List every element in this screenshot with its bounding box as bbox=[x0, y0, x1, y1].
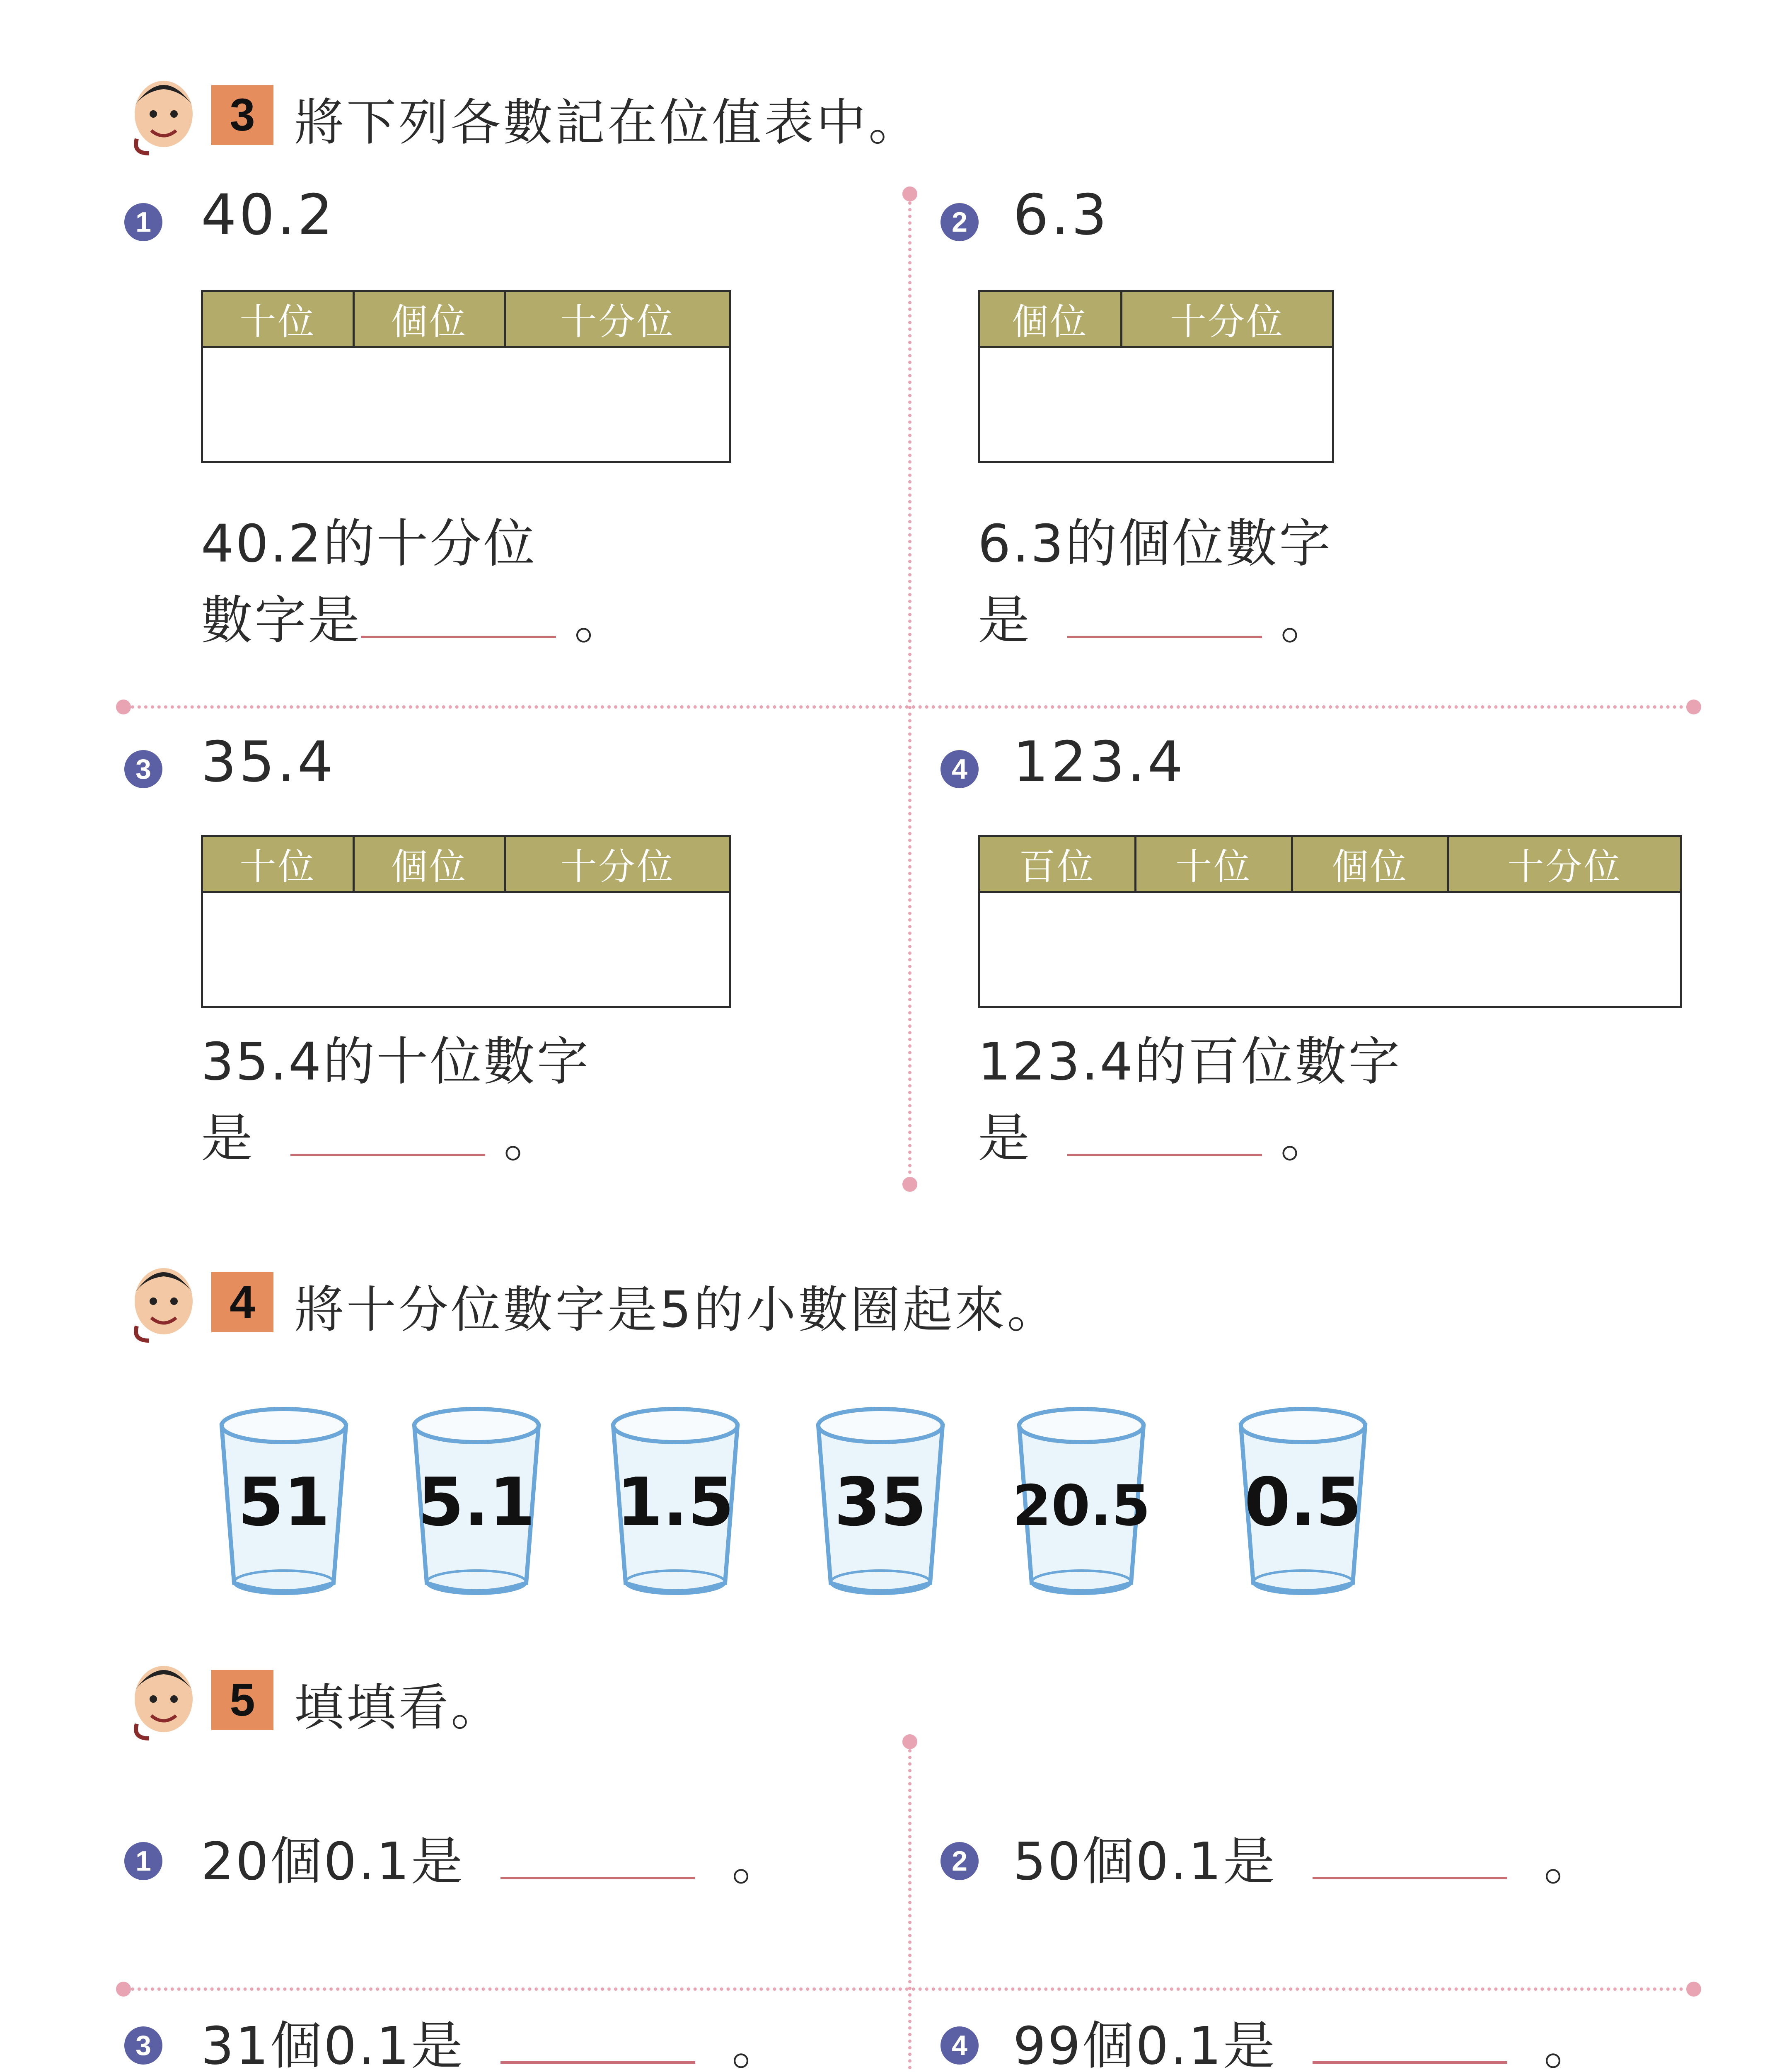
answer-blank[interactable] bbox=[1067, 603, 1262, 638]
question-text bbox=[201, 2008, 785, 2072]
vertical-divider bbox=[908, 195, 911, 1181]
period: 。 bbox=[1280, 1109, 1334, 1169]
place-value-table bbox=[201, 290, 731, 463]
cup-4[interactable] bbox=[1012, 1409, 1150, 1594]
table-header: 十位 bbox=[1135, 836, 1292, 892]
question-text bbox=[1013, 2008, 1597, 2072]
period: 。 bbox=[731, 1832, 785, 1892]
cup-label: 5.1 bbox=[418, 1463, 535, 1541]
table-header: 十分位 bbox=[505, 291, 730, 347]
problem-index-3-3: 3 bbox=[124, 750, 162, 788]
section-number-3: 3 bbox=[211, 85, 273, 145]
question-line-2: 數字是 bbox=[201, 591, 361, 651]
problem-number: 6.3 bbox=[1013, 182, 1110, 247]
question-line-1: 35.4的十位數字 bbox=[201, 1032, 590, 1092]
problem-index-3-4: 4 bbox=[940, 750, 979, 788]
problem-index-3-1: 1 bbox=[124, 203, 162, 241]
section-instruction-5: 填填看。 bbox=[294, 1679, 503, 1737]
table-header: 十位 bbox=[202, 836, 354, 892]
question-line: 50個0.1是 bbox=[1013, 1832, 1277, 1892]
cups-row bbox=[215, 1401, 1417, 1616]
question-line-2: 是 bbox=[978, 1109, 1031, 1169]
problem-number: 40.2 bbox=[201, 182, 336, 247]
question-line-1: 40.2的十分位 bbox=[201, 514, 537, 574]
question-line: 20個0.1是 bbox=[201, 1832, 464, 1892]
problem-number: 35.4 bbox=[201, 729, 336, 794]
question-line: 31個0.1是 bbox=[201, 2016, 464, 2072]
cup-label: 20.5 bbox=[1012, 1473, 1151, 1538]
question-text bbox=[1013, 1823, 1597, 1900]
period: 。 bbox=[574, 591, 628, 651]
answer-blank[interactable] bbox=[1313, 2028, 1507, 2064]
divider-dot bbox=[902, 1177, 917, 1192]
cup-label: 35 bbox=[834, 1463, 927, 1541]
problem-index-5-1: 1 bbox=[124, 1842, 162, 1880]
horizontal-divider bbox=[124, 1987, 1690, 1991]
divider-dot bbox=[1686, 700, 1701, 714]
divider-dot bbox=[1686, 1982, 1701, 1997]
cup-label: 51 bbox=[237, 1463, 330, 1541]
question-text bbox=[201, 506, 628, 659]
cup-3[interactable] bbox=[818, 1409, 943, 1594]
period: 。 bbox=[503, 1109, 557, 1169]
answer-cell[interactable] bbox=[979, 347, 1333, 462]
place-value-table bbox=[201, 835, 731, 1008]
place-value-table bbox=[978, 290, 1334, 463]
answer-cell[interactable] bbox=[202, 892, 730, 1007]
question-text bbox=[201, 1823, 785, 1900]
section-number-4: 4 bbox=[211, 1272, 273, 1332]
table-header: 十位 bbox=[202, 291, 354, 347]
question-line-2: 是 bbox=[978, 591, 1031, 651]
problem-index-5-4: 4 bbox=[940, 2026, 979, 2065]
cup-1[interactable] bbox=[414, 1409, 539, 1594]
section-instruction-3: 將下列各數記在位值表中。 bbox=[294, 94, 921, 152]
question-text bbox=[978, 506, 1334, 659]
table-header: 個位 bbox=[979, 291, 1122, 347]
teacher-face-icon bbox=[124, 1256, 203, 1343]
place-value-table bbox=[978, 835, 1682, 1008]
question-line: 99個0.1是 bbox=[1013, 2016, 1277, 2072]
question-line-1: 6.3的個位數字 bbox=[978, 514, 1332, 574]
answer-blank[interactable] bbox=[1067, 1121, 1262, 1156]
answer-cell[interactable] bbox=[202, 347, 730, 462]
table-header: 個位 bbox=[353, 836, 505, 892]
question-text bbox=[978, 1024, 1402, 1177]
table-header: 百位 bbox=[979, 836, 1136, 892]
teacher-face-icon bbox=[124, 1653, 203, 1740]
problem-index-3-2: 2 bbox=[940, 203, 979, 241]
section-instruction-4: 將十分位數字是5的小數圈起來。 bbox=[294, 1281, 1059, 1339]
answer-blank[interactable] bbox=[500, 1844, 695, 1879]
cup-label: 1.5 bbox=[617, 1463, 734, 1541]
period: 。 bbox=[1280, 591, 1334, 651]
cup-label: 0.5 bbox=[1244, 1463, 1362, 1541]
problem-number: 123.4 bbox=[1013, 729, 1186, 794]
answer-cell[interactable] bbox=[979, 892, 1681, 1007]
horizontal-divider bbox=[124, 705, 1690, 709]
cup-5[interactable] bbox=[1241, 1409, 1365, 1594]
cup-0[interactable] bbox=[222, 1409, 346, 1594]
table-header: 十分位 bbox=[1121, 291, 1333, 347]
teacher-face-icon bbox=[124, 68, 203, 155]
period: 。 bbox=[731, 2016, 785, 2072]
question-line-2: 是 bbox=[201, 1109, 254, 1169]
cup-2[interactable] bbox=[613, 1409, 737, 1594]
answer-blank[interactable] bbox=[361, 603, 556, 638]
table-header: 個位 bbox=[353, 291, 505, 347]
table-header: 十分位 bbox=[505, 836, 730, 892]
question-line-1: 123.4的百位數字 bbox=[978, 1032, 1402, 1092]
table-header: 十分位 bbox=[1448, 836, 1681, 892]
question-text bbox=[201, 1024, 590, 1177]
period: 。 bbox=[1543, 2016, 1597, 2072]
answer-blank[interactable] bbox=[500, 2028, 695, 2064]
answer-blank[interactable] bbox=[290, 1121, 485, 1156]
period: 。 bbox=[1543, 1832, 1597, 1892]
answer-blank[interactable] bbox=[1313, 1844, 1507, 1879]
table-header: 個位 bbox=[1292, 836, 1448, 892]
problem-index-5-3: 3 bbox=[124, 2026, 162, 2065]
problem-index-5-2: 2 bbox=[940, 1842, 979, 1880]
vertical-divider bbox=[908, 1743, 911, 2072]
section-number-5: 5 bbox=[211, 1670, 273, 1730]
